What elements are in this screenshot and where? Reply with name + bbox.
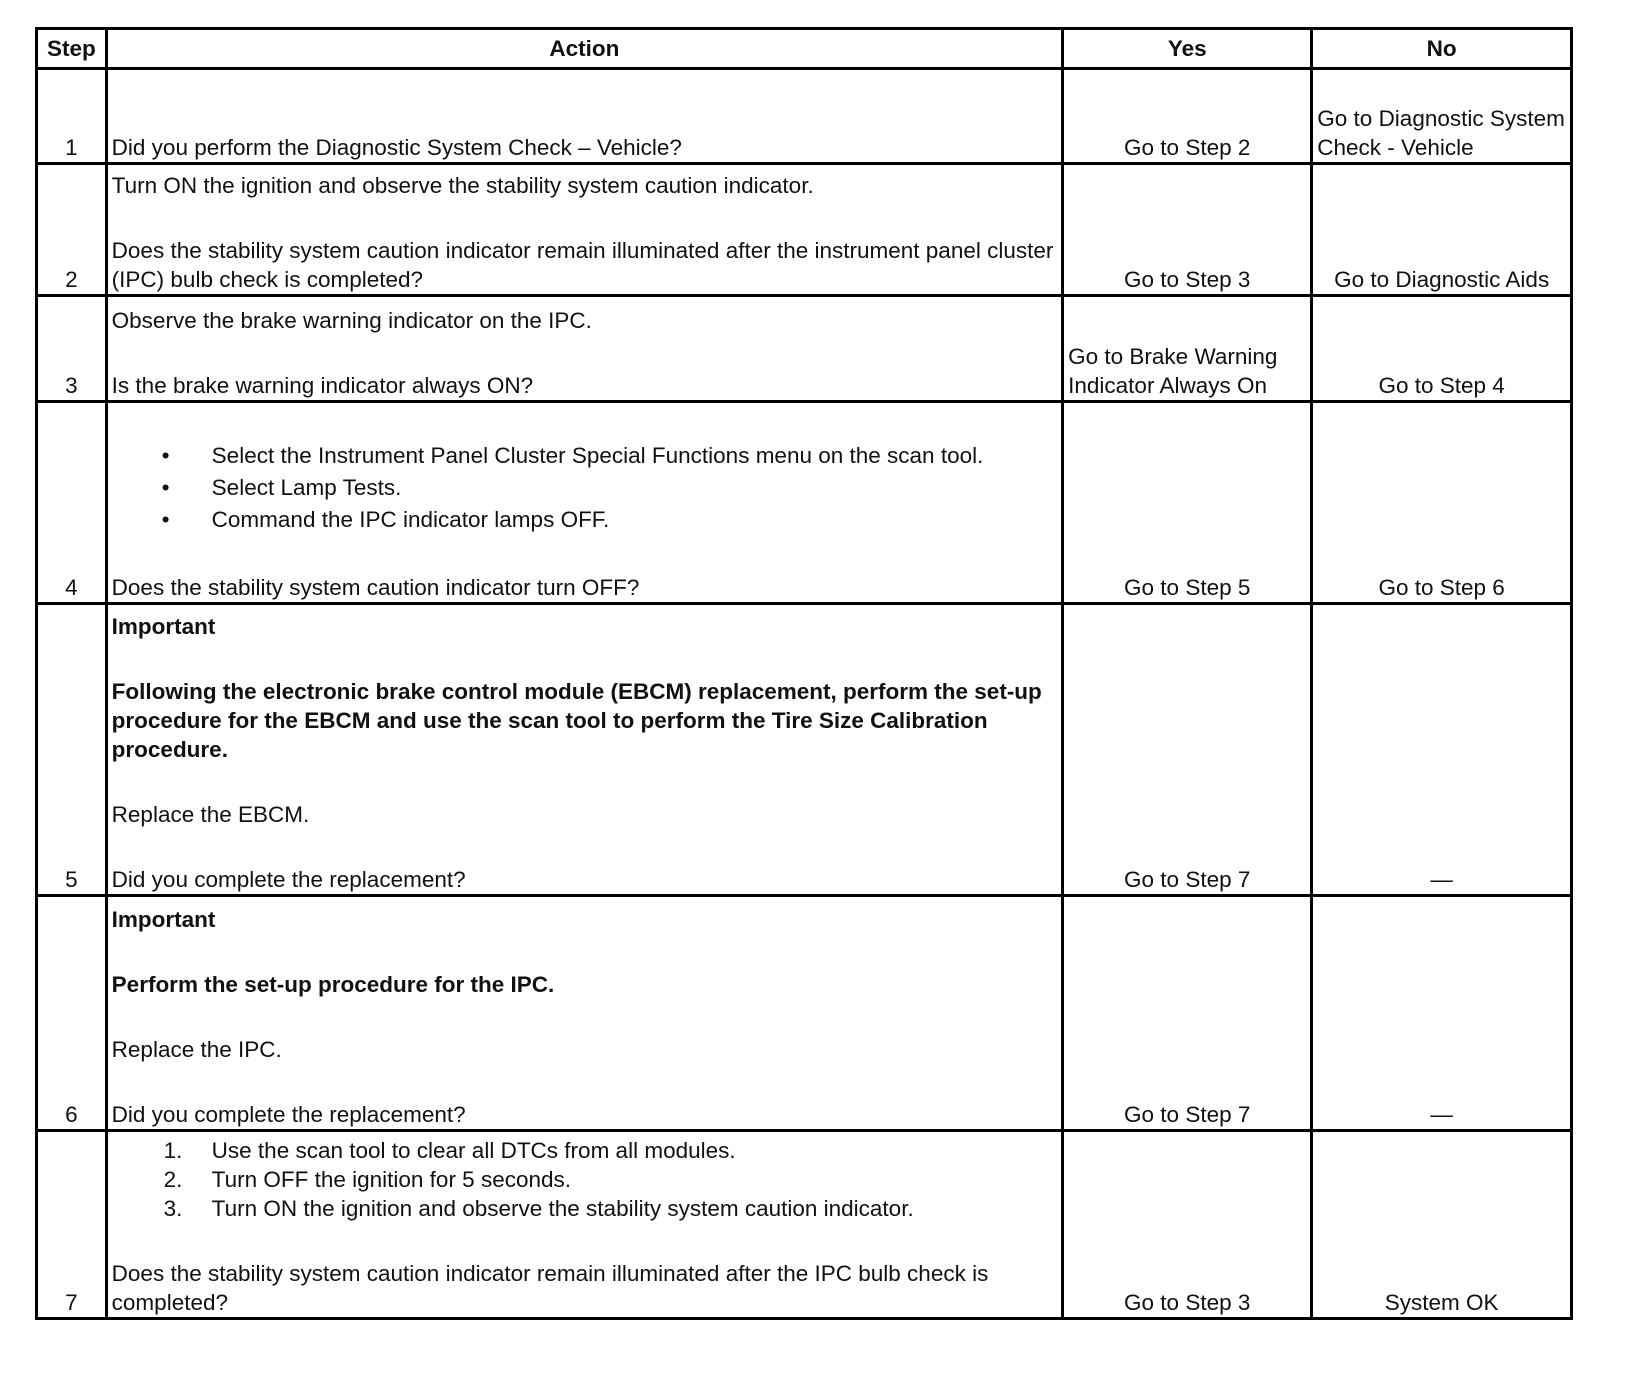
yes-cell: Go to Step 3 (1063, 1131, 1312, 1319)
important-label: Important (111, 907, 216, 932)
no-cell: Go to Diagnostic System Check - Vehicle (1312, 69, 1572, 164)
action-cell (106, 164, 1062, 296)
no-cell: System OK (1312, 1131, 1572, 1319)
table-row (37, 296, 1572, 402)
list-number: 3. (163, 1196, 183, 1221)
diagnostic-table (35, 27, 1573, 1320)
yes-cell: Go to Step 3 (1063, 164, 1312, 296)
step-number: 1 (37, 69, 107, 164)
important-text: Following the electronic brake control module (EBCM) replacement, perform the set-up procedure for the EBCM and use the scan tool to perform the Tire Size Calibration procedure. (111, 679, 1042, 762)
table-row (37, 164, 1572, 296)
table-row (37, 896, 1572, 1131)
action-question: Did you complete the replacement? (111, 867, 466, 892)
list-number: 1. (163, 1138, 183, 1163)
list-number: 2. (163, 1167, 183, 1192)
list-item (112, 1165, 1057, 1194)
action-text: Turn ON the ignition and observe the stability system caution indicator. (111, 173, 814, 198)
no-cell: — (1312, 896, 1572, 1131)
step-number: 5 (37, 604, 107, 896)
list-text: Turn ON the ignition and observe the stability system caution indicator. (211, 1196, 914, 1221)
header-row (37, 29, 1572, 69)
step-number: 3 (37, 296, 107, 402)
yes-cell: Go to Step 7 (1063, 604, 1312, 896)
action-question: Did you complete the replacement? (111, 1102, 466, 1127)
list-text: Turn OFF the ignition for 5 seconds. (211, 1167, 572, 1192)
action-text: Replace the EBCM. (111, 802, 310, 827)
action-cell (106, 296, 1062, 402)
header-yes: Yes (1063, 29, 1312, 69)
list-item (112, 1136, 1057, 1165)
list-item: • Select Lamp Tests. (112, 473, 1057, 502)
table-row (37, 1131, 1572, 1319)
action-numbered-list (112, 1136, 1057, 1223)
action-cell (106, 69, 1062, 164)
action-cell (106, 402, 1062, 604)
action-question: Does the stability system caution indicator turn OFF? (111, 575, 640, 600)
action-question: Does the stability system caution indicator remain illuminated after the IPC bulb check is completed? (111, 1261, 989, 1315)
action-cell (106, 1131, 1062, 1319)
no-cell: Go to Step 4 (1312, 296, 1572, 402)
action-text: Replace the IPC. (111, 1037, 282, 1062)
list-item: • Command the IPC indicator lamps OFF. (112, 505, 1057, 534)
action-question: Does the stability system caution indicator remain illuminated after the instrument panel cluster (IPC) bulb check is completed? (111, 238, 1054, 292)
yes-cell: Go to Brake Warning Indicator Always On (1063, 296, 1312, 402)
list-text: Use the scan tool to clear all DTCs from all modules. (211, 1138, 736, 1163)
step-number: 4 (37, 402, 107, 604)
important-label: Important (111, 614, 216, 639)
table-row (37, 69, 1572, 164)
header-step: Step (37, 29, 107, 69)
step-number: 7 (37, 1131, 107, 1319)
action-cell (106, 604, 1062, 896)
yes-cell: Go to Step 7 (1063, 896, 1312, 1131)
step-number: 6 (37, 896, 107, 1131)
yes-cell: Go to Step 5 (1063, 402, 1312, 604)
no-cell: Go to Diagnostic Aids (1312, 164, 1572, 296)
yes-cell: Go to Step 2 (1063, 69, 1312, 164)
table-row (37, 402, 1572, 604)
action-cell (106, 896, 1062, 1131)
no-cell: — (1312, 604, 1572, 896)
action-question: Is the brake warning indicator always ON? (111, 373, 534, 398)
list-item: • Select the Instrument Panel Cluster Special Functions menu on the scan tool. (112, 441, 1057, 470)
important-text: Perform the set-up procedure for the IPC. (111, 972, 555, 997)
table-row (37, 604, 1572, 896)
header-no: No (1312, 29, 1572, 69)
header-action: Action (106, 29, 1062, 69)
step-number: 2 (37, 164, 107, 296)
action-text: Did you perform the Diagnostic System Check – Vehicle? (111, 135, 682, 160)
action-text: Observe the brake warning indicator on the IPC. (111, 308, 592, 333)
action-bullet-list (112, 441, 1057, 534)
list-item (112, 1194, 1057, 1223)
no-cell: Go to Step 6 (1312, 402, 1572, 604)
